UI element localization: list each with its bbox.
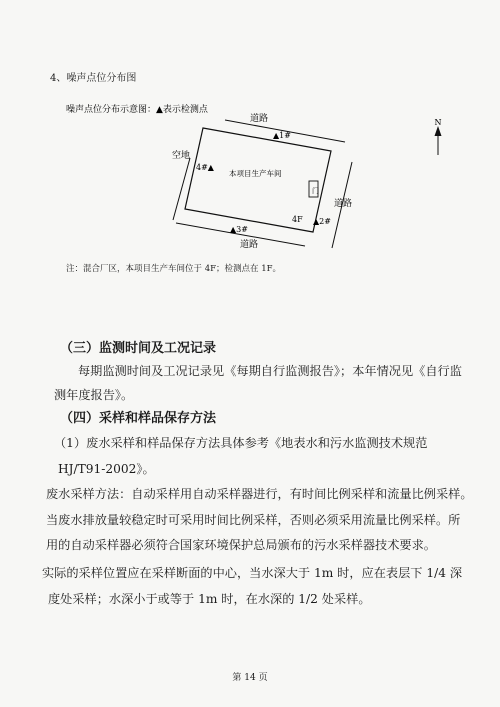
- section-4-line-3: 废水采样方法：自动采样用自动采样器进行，有时间比例采样和流量比例采样。: [46, 487, 473, 501]
- north-label: N: [434, 118, 442, 127]
- section-4-heading: （四）采样和样品保存方法: [60, 411, 217, 426]
- diagram-caption: 噪声点位分布示意图：▲表示检测点: [66, 105, 208, 115]
- section-4-line-5: 用的自动采样器必须符合国家环境保护总局颁布的污水采样器技术要求。: [46, 538, 436, 552]
- monitor-point-2: ▲2#: [313, 217, 331, 226]
- section-4-line-2: HJ/T91-2002》。: [58, 462, 155, 476]
- section-3-heading: （三）监测时间及工况记录: [60, 341, 217, 356]
- page-number: 第 14 页: [232, 673, 268, 683]
- road-label-bottom: 道路: [240, 240, 259, 250]
- noise-point-diagram: [0, 0, 500, 300]
- road-label-right: 道路: [334, 199, 353, 209]
- north-arrow-icon: [435, 126, 442, 155]
- monitor-point-4: 4#▲: [196, 163, 214, 172]
- section-4-line-4: 当废水排放量较稳定时可采用时间比例采样，否则必须采用流量比例采样。所: [46, 513, 461, 527]
- section-4-title: 4、噪声点位分布图: [50, 73, 137, 84]
- section-4-line-7: 度处采样；水深小于或等于 1m 时，在水深的 1/2 处采样。: [48, 592, 371, 606]
- section-4-line-6: 实际的采样位置应在采样断面的中心，当水深大于 1m 时，应在表层下 1/4 深: [42, 566, 463, 580]
- section-4-line-1: （1）废水采样和样品保存方法具体参考《地表水和污水监测技术规范: [54, 436, 428, 450]
- monitor-point-3: ▲3#: [230, 225, 248, 234]
- monitor-point-1: ▲1#: [273, 131, 291, 140]
- building-label: 本项目生产车间: [229, 169, 282, 178]
- floor-label: 4F: [292, 215, 303, 224]
- section-3-line-1: 每期监测时间及工况记录见《每期自行监测报告》；本年情况见《自行监: [78, 364, 462, 378]
- diagram-note: 注：混合厂区，本项目生产车间位于 4F；检测点在 1F。: [66, 264, 282, 274]
- section-3-line-2: 测年度报告》。: [54, 388, 134, 402]
- road-line-left: [173, 158, 190, 220]
- road-label-top: 道路: [250, 114, 269, 124]
- building-outline: [185, 128, 331, 232]
- gate-label: 门: [312, 187, 319, 195]
- empty-land-label: 空地: [172, 151, 191, 161]
